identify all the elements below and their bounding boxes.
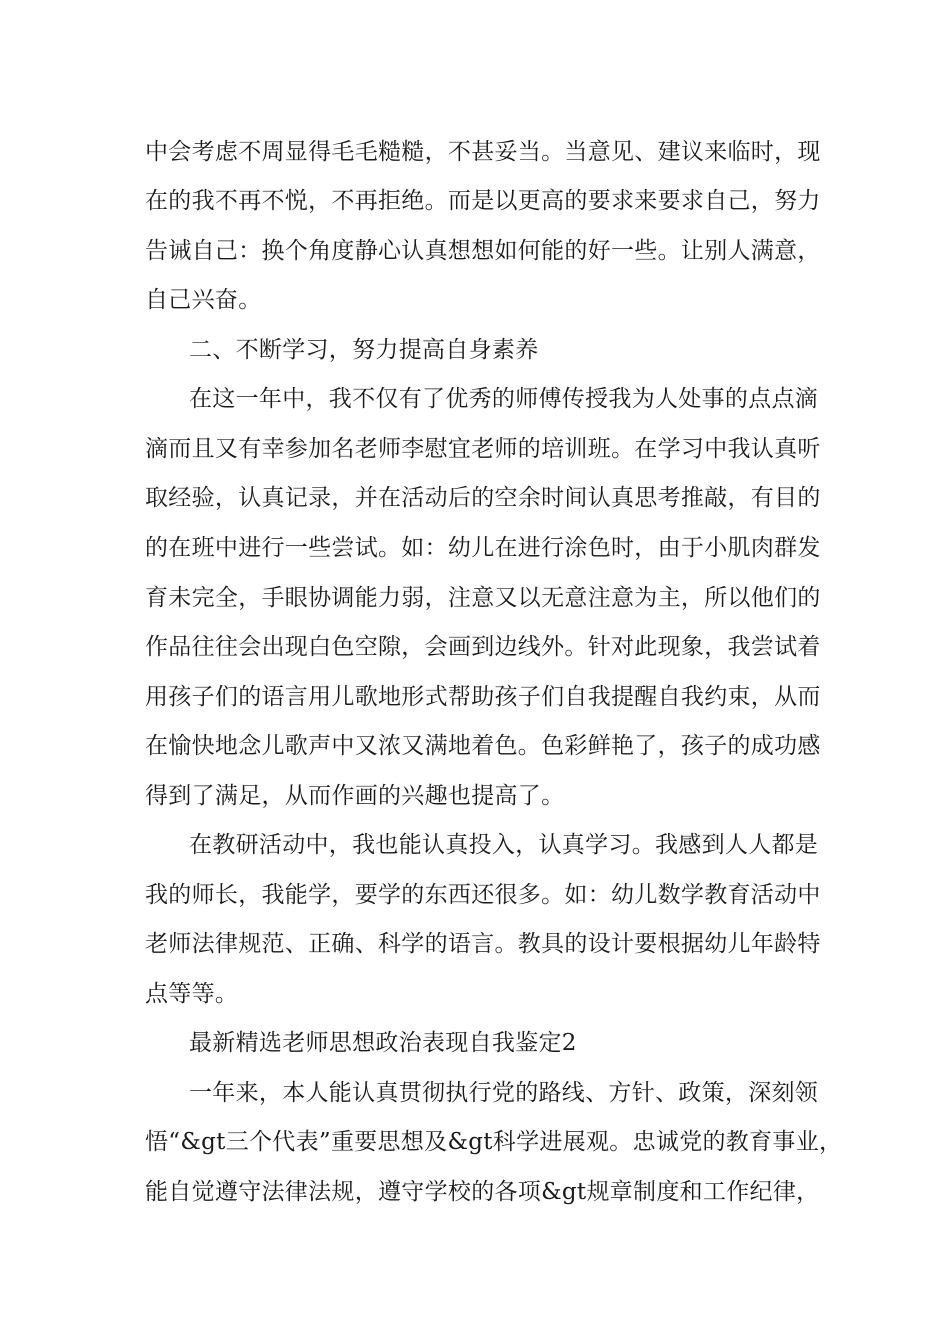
body-text-line: 在愉快地念儿歌声中又浓又满地着色。色彩鲜艳了，孩子的成功感 (145, 733, 821, 759)
paragraph-first-line: 在这一年中，我不仅有了优秀的师傅传授我为人处事的点点滴 (189, 386, 819, 412)
body-text-line: 点等等。 (145, 981, 239, 1007)
body-text-line: 作品往往会出现白色空隙，会画到边线外。针对此现象，我尝试着 (145, 634, 821, 660)
section-heading: 最新精选老师思想政治表现自我鉴定2 (189, 1030, 577, 1056)
body-text-line: 悟“&gt三个代表”重要思想及&gt科学进展观。忠诚党的教育事业， (145, 1129, 843, 1155)
body-text-line: 取经验，认真记录，并在活动后的空余时间认真思考推敲，有目的 (145, 485, 821, 511)
body-text-line: 我的师长，我能学，要学的东西还很多。如：幼儿数学教育活动中 (145, 882, 821, 908)
section-heading: 二、不断学习，努力提高自身素养 (189, 337, 539, 363)
body-text-line: 自己兴奋。 (145, 287, 262, 313)
body-text-line: 得到了满足，从而作画的兴趣也提高了。 (145, 783, 565, 809)
body-text-line: 告诫自己：换个角度静心认真想想如何能的好一些。让别人满意， (145, 238, 821, 264)
paragraph-first-line: 在教研活动中，我也能认真投入，认真学习。我感到人人都是 (189, 832, 819, 858)
body-text-line: 用孩子们的语言用儿歌地形式帮助孩子们自我提醒自我约束，从而 (145, 684, 821, 710)
body-text-line: 老师法律规范、正确、科学的语言。教具的设计要根据幼儿年龄特 (145, 931, 821, 957)
body-text-line: 滴而且又有幸参加名老师李慰宜老师的培训班。在学习中我认真听 (145, 436, 821, 462)
body-text-line: 中会考虑不周显得毛毛糙糙，不甚妥当。当意见、建议来临时，现 (145, 139, 821, 165)
paragraph-first-line: 一年来，本人能认真贯彻执行党的路线、方针、政策，深刻领 (189, 1080, 819, 1106)
body-text-line: 育未完全，手眼协调能力弱，注意又以无意注意为主，所以他们的 (145, 585, 821, 611)
body-text-line: 能自觉遵守法律法规，遵守学校的各项&gt规章制度和工作纪律， (145, 1179, 820, 1205)
body-text-line: 的在班中进行一些尝试。如：幼儿在进行涂色时，由于小肌肉群发 (145, 535, 821, 561)
body-text-line: 在的我不再不悦，不再拒绝。而是以更高的要求来要求自己，努力 (145, 188, 821, 214)
